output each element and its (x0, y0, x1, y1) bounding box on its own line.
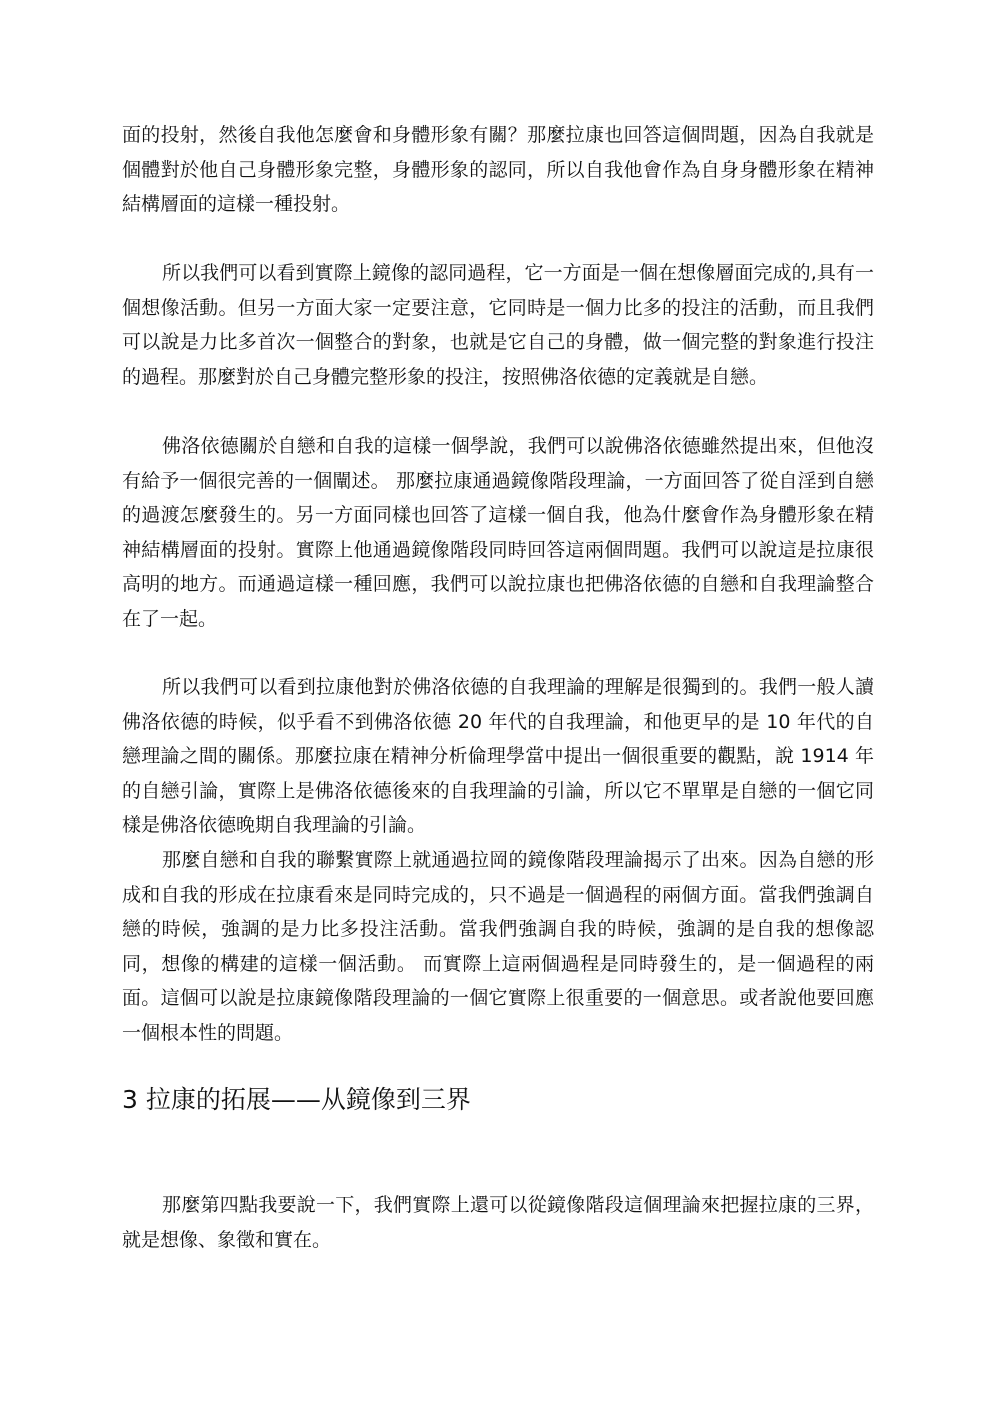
paragraph-closing: 那麼第四點我要說一下，我們實際上還可以從鏡像階段這個理論來把握拉康的三界，就是想像、象徵和實在。 (122, 1194, 874, 1251)
section-number: 3 (122, 1085, 138, 1114)
paragraph-3: 佛洛依德關於自戀和自我的這樣一個學說，我們可以說佛洛依德雖然提出來，但他沒有給予一個很完善的一個闡述。 那麼拉康通過鏡像階段理論，一方面回答了從自淫到自戀的過渡怎麼發生的。另一方面同樣也回答了這樣一個自我，他為什麼會作為身體形象在精神結構層面的投射。實際上他通過鏡像階段同時回答這兩個問題。我們可以說這是拉康很高明的地方。而通過這樣一種回應，我們可以說拉康也把佛洛依德的自戀和自我理論整合在了一起。 (122, 435, 874, 630)
paragraph-5: 那麼自戀和自我的聯繫實際上就通過拉岡的鏡像階段理論揭示了出來。因為自戀的形成和自我的形成在拉康看來是同時完成的，只不過是一個過程的兩個方面。當我們強調自戀的時候，強調的是力比多投注活動。當我們強調自我的時候，強調的是自我的想像認同，想像的構建的這樣一個活動。 而實際上這兩個過程是同時發生的，是一個過程的兩面。這個可以說是拉康鏡像階段理論的一個它實際上很重要的一個意思。或者說他要回應一個根本性的問題。 (122, 849, 874, 1044)
paragraph-2: 所以我們可以看到實際上鏡像的認同過程，它一方面是一個在想像層面完成的,具有一個想像活動。但另一方面大家一定要注意，它同時是一個力比多的投注的活動，而且我們可以說是力比多首次一個整合的對象，也就是它自己的身體，做一個完整的對象進行投注的過程。那麼對於自己身體完整形象的投注，按照佛洛依德的定義就是自戀。 (122, 262, 874, 388)
section-title: 拉康的拓展——从鏡像到三界 (145, 1085, 471, 1114)
paragraph-4: 所以我們可以看到拉康他對於佛洛依德的自我理論的理解是很獨到的。我們一般人讀佛洛依德的時候，似乎看不到佛洛依德 20 年代的自我理論，和他更早的是 10 年代的自戀理論之間的關係。那麼拉康在精神分析倫理學當中提出一個很重要的觀點，說 1914 年的自戀引論，實際上是佛洛依德後來的自我理論的引論，所以它不單單是自戀的一個它同樣是佛洛依德晚期自我理論的引論。 (122, 676, 874, 837)
section-heading (122, 1080, 874, 1120)
paragraph-1: 面的投射，然後自我他怎麼會和身體形象有關？那麼拉康也回答這個問題，因為自我就是個體對於他自己身體形象完整，身體形象的認同，所以自我他會作為自身身體形象在精神結構層面的這樣一種投射。 (122, 124, 874, 216)
